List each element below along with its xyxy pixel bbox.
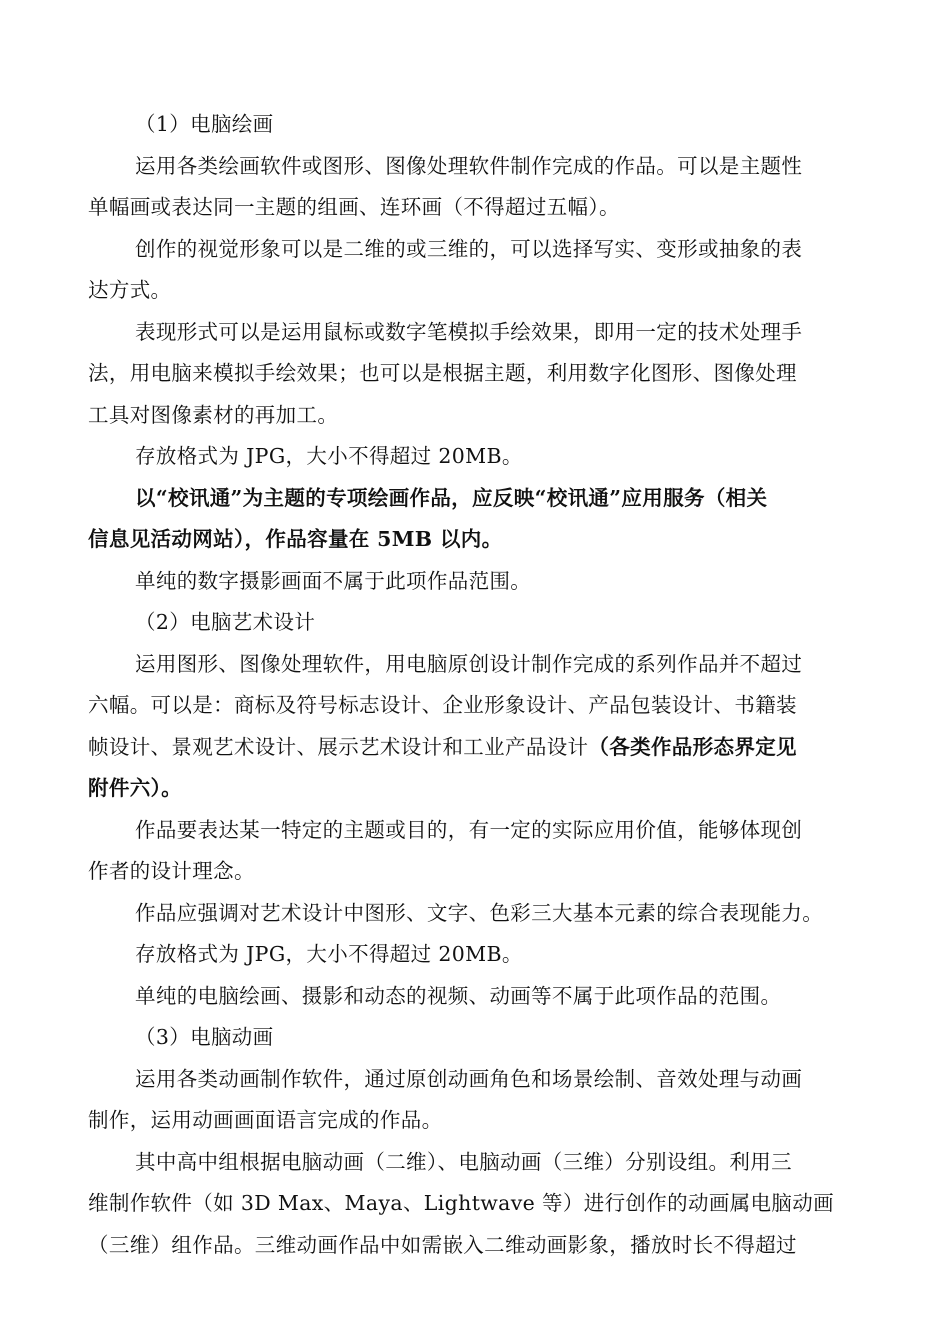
- section-heading-computer-art-design: （2）电脑艺术设计: [135, 610, 316, 634]
- paragraph-line-text: 帧设计、景观艺术设计、展示艺术设计和工业产品设计: [88, 734, 589, 759]
- paragraph-line: 其中高中组根据电脑动画（二维）、电脑动画（三维）分别设组。利用三: [135, 1149, 792, 1174]
- paragraph-line: 创作的视觉形象可以是二维的或三维的，可以选择写实、变形或抽象的表: [135, 236, 803, 261]
- paragraph-line: 单幅画或表达同一主题的组画、连环画（不得超过五幅）。: [88, 195, 620, 219]
- paragraph-line: 运用各类绘画软件或图形、图像处理软件制作完成的作品。可以是主题性: [135, 153, 803, 178]
- paragraph-line: 制作，运用动画画面语言完成的作品。: [88, 1108, 443, 1132]
- section-heading-computer-painting: （1）电脑绘画: [135, 112, 274, 136]
- paragraph-line: 工具对图像素材的再加工。: [88, 402, 339, 427]
- bold-inline-text: （各类作品形态界定见: [588, 734, 797, 759]
- document-body: [88, 104, 860, 1266]
- paragraph-line: 运用图形、图像处理软件，用电脑原创设计制作完成的系列作品并不超过: [135, 651, 803, 676]
- paragraph-line: 单纯的电脑绘画、摄影和动态的视频、动画等不属于此项作品的范围。: [135, 983, 782, 1008]
- paragraph-line: 表现形式可以是运用鼠标或数字笔模拟手绘效果，即用一定的技术处理手: [135, 319, 803, 344]
- paragraph-line: 作者的设计理念。: [88, 859, 255, 883]
- section-heading-computer-animation: （3）电脑动画: [135, 1025, 274, 1049]
- bold-paragraph-line: 以“校讯通”为主题的专项绘画作品，应反映“校讯通”应用服务（相关: [135, 485, 768, 510]
- paragraph-line: 存放格式为 JPG，大小不得超过 20MB。: [135, 942, 523, 966]
- paragraph-line: 存放格式为 JPG，大小不得超过 20MB。: [135, 444, 523, 468]
- paragraph-line: 达方式。: [88, 278, 172, 302]
- paragraph-line: （三维）组作品。三维动画作品中如需嵌入二维动画影象，播放时长不得超过: [88, 1232, 797, 1257]
- paragraph-line-mixed: [88, 727, 860, 769]
- paragraph-line: 六幅。可以是：商标及符号标志设计、企业形象设计、产品包装设计、书籍装: [88, 693, 797, 717]
- paragraph-line: 维制作软件（如 3D Max、Maya、Lightwave 等）进行创作的动画属电脑动画: [88, 1191, 834, 1215]
- bold-paragraph-line: 信息见活动网站），作品容量在 5MB 以内。: [88, 527, 503, 551]
- paragraph-line: 法，用电脑来模拟手绘效果；也可以是根据主题，利用数字化图形、图像处理: [88, 361, 797, 385]
- paragraph-line: 运用各类动画制作软件，通过原创动画角色和场景绘制、音效处理与动画: [135, 1066, 803, 1091]
- bold-paragraph-line: 附件六）。: [88, 776, 182, 800]
- paragraph-line: 作品要表达某一特定的主题或目的，有一定的实际应用价值，能够体现创: [135, 817, 803, 842]
- paragraph-line: 单纯的数字摄影画面不属于此项作品范围。: [135, 568, 532, 593]
- paragraph-line: 作品应强调对艺术设计中图形、文字、色彩三大基本元素的综合表现能力。: [135, 900, 824, 925]
